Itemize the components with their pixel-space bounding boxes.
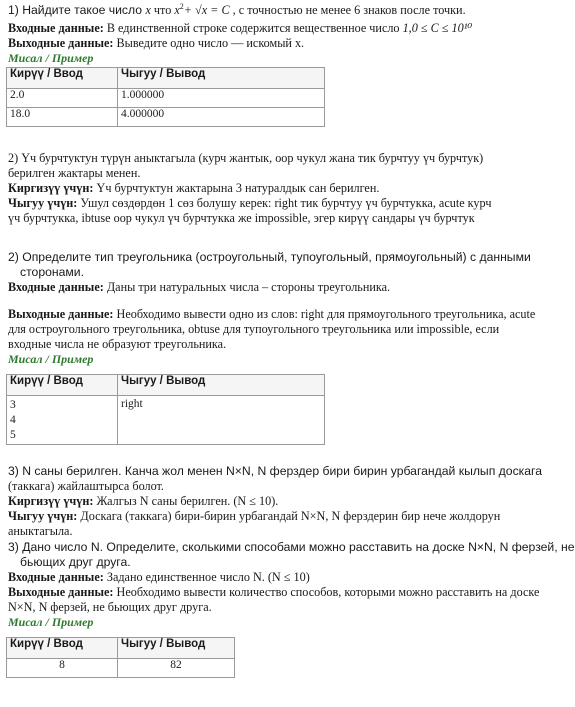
task2-output-cont: үч бурчтукка, ibtuse оор чукул үч бурчтукка же impossible, эгер кирүү сандары үч бурчтук xyxy=(8,211,475,225)
task1-example-table xyxy=(6,67,325,127)
task3-output-cont: для остроугольного треугольника, obtuse для тупоугольного треугольника или impossible, если xyxy=(8,322,500,336)
table-row: 8 82 xyxy=(7,659,235,678)
task3-text xyxy=(8,250,535,367)
table-row: 2.0 1.000000 xyxy=(7,89,325,108)
table-header-input: Кирүү / Ввод xyxy=(7,68,118,89)
table-header-input: Кирүү / Ввод xyxy=(7,638,118,659)
task3-example-label: Мисал / Пример xyxy=(8,352,94,366)
task2-title: 2) Үч бурчтуктун түрүн аныктагыла (курч жантык, оор чукул жана тик бурчтуу үч бурчтук) xyxy=(8,151,484,165)
table-header-output: Чыгуу / Вывод xyxy=(118,68,325,89)
task5-text xyxy=(8,540,575,630)
task2-title-cont: берилген жактары менен. xyxy=(8,166,141,180)
task5-input: Входные данные: Задано единственное число N. (N ≤ 10) xyxy=(8,570,310,584)
task5-example-table xyxy=(6,637,235,678)
task3-output-cont2: входные числа не образуют треугольника. xyxy=(8,337,227,351)
table-header-output: Чыгуу / Вывод xyxy=(118,638,235,659)
task1-input: Входные данные: В единственной строке содержится вещественное число 1,0 ≤ C ≤ 10¹⁰ xyxy=(8,21,473,35)
table-header-input: Кирүү / Ввод xyxy=(7,375,118,396)
task1-title: 1) Найдите такое число x что $x^2+ √x = C$ , с точностью не менее 6 знаков после точки. xyxy=(8,1,466,17)
task5-title-cont: бьющих друг друга. xyxy=(20,555,131,569)
task1-output: Выходные данные: Выведите одно число — искомый x. xyxy=(8,36,305,50)
task3-title-cont: сторонами. xyxy=(20,265,84,279)
task4-title-cont: (таккага) жайлаштырса болот. xyxy=(8,479,164,493)
task5-output-cont: N×N, N ферзей, не бьющих друг друга. xyxy=(8,600,212,614)
task2-input: Киргизүү үчүн: Үч бурчтуктун жактарына 3 натуралдык сан берилген. xyxy=(8,181,380,195)
task3-example-table xyxy=(6,374,325,445)
task2-text xyxy=(8,151,491,226)
task5-output: Выходные данные: Необходимо вывести количество способов, которыми можно расставить на доске xyxy=(8,585,540,599)
table-header-output: Чыгуу / Вывод xyxy=(118,375,325,396)
task3-output: Выходные данные: Необходимо вывести одно из слов: right для прямоугольного треугольника, acute xyxy=(8,307,536,321)
task1-text xyxy=(8,3,472,66)
task3-title: 2) Определите тип треугольника (остроугольный, тупоугольный, прямоугольный) с данными xyxy=(8,250,531,264)
table-row: 18.0 4.000000 xyxy=(7,108,325,127)
task4-output: Чыгуу үчүн: Доскага (таккага) бири-бирин урбагандай N×N, N ферздерин бир нече жолдорун xyxy=(8,509,501,523)
task4-title: 3) N саны берилген. Канча жол менен N×N, N ферздер бири бирин урбагандай кылып доскага xyxy=(8,464,542,478)
task3-input: Входные данные: Даны три натуральных числа – стороны треугольника. xyxy=(8,280,391,294)
table-row: 3 4 5 right xyxy=(7,396,325,445)
task4-input: Киргизүү үчүн: Жалгыз N саны берилген. (N ≤ 10). xyxy=(8,494,279,508)
task4-text xyxy=(8,464,542,539)
task2-output: Чыгуу үчүн: Ушул сөздөрдөн 1 сөз болушу керек: right тик бурчтуу үч бурчтукка, acute курч xyxy=(8,196,492,210)
task1-example-label: Мисал / Пример xyxy=(8,51,94,65)
task5-example-label: Мисал / Пример xyxy=(8,615,94,629)
task5-title: 3) Дано число N. Определите, сколькими способами можно расставить на доске N×N, N ферзей, не xyxy=(8,540,575,554)
task4-output-cont: аныктагыла. xyxy=(8,524,73,538)
